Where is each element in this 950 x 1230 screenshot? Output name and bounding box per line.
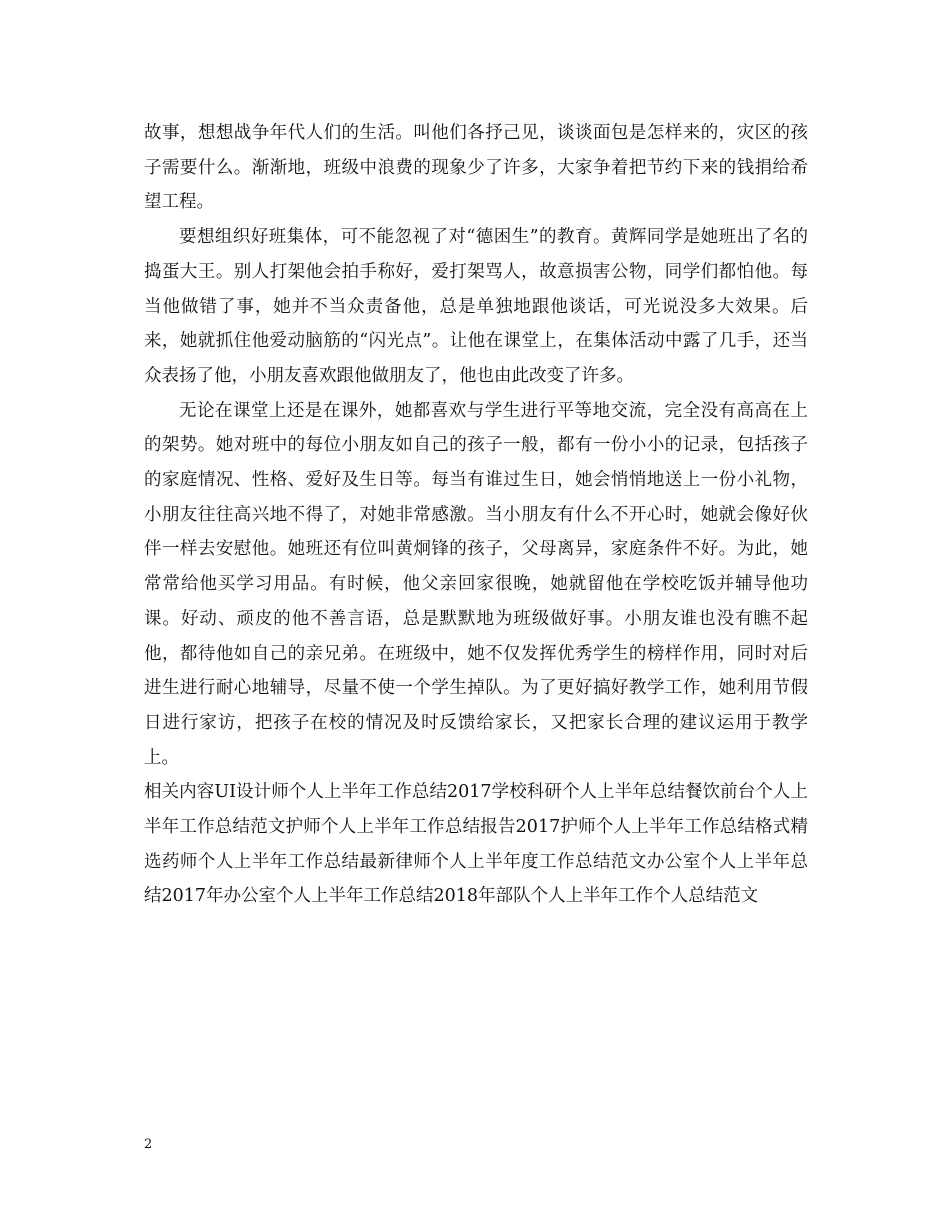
page-number: 2 [144,1137,153,1152]
related-content-links[interactable]: 相关内容UI设计师个人上半年工作总结2017学校科研个人上半年总结餐饮前台个人上半年工作总结范文护师个人上半年工作总结报告2017护师个人上半年工作总结格式精选药师个人上半年工作总结最新律师个人上半年度工作总结范文办公室个人上半年总结2017年办公室个人上半年工作总结2018年部队个人上半年工作个人总结范文 [144,782,808,907]
paragraph-continued: 故事，想想战争年代人们的生活。叫他们各抒己见，谈谈面包是怎样来的，灾区的孩子需要什么。渐渐地，班级中浪费的现象少了许多，大家争着把节约下来的钱捐给希望工程。 [144,123,808,213]
paragraph-equal-communication: 无论在课堂上还是在课外，她都喜欢与学生进行平等地交流，完全没有高高在上的架势。她对班中的每位小朋友如自己的孩子一般，都有一份小小的记录，包括孩子的家庭情况、性格、爱好及生日等。每当有谁过生日，她会悄悄地送上一份小礼物，小朋友往往高兴地不得了，对她非常感激。当小朋友有什么不开心时，她就会像好伙伴一样去安慰他。她班还有位叫黄炯锋的孩子，父母离异，家庭条件不好。为此，她常常给他买学习用品。有时候，他父亲回家很晚，她就留他在学校吃饭并辅导他功课。好动、顽皮的他不善言语，总是默默地为班级做好事。小朋友谁也没有瞧不起他，都待他如自己的亲兄弟。在班级中，她不仅发挥优秀学生的榜样作用，同时对后进生进行耐心地辅导，尽量不使一个学生掉队。为了更好搞好教学工作，她利用节假日进行家访，把孩子在校的情况及时反馈给家长，又把家长合理的建议运用于教学上。 [144,400,808,768]
document-body [144,116,808,914]
paragraph-class-discipline: 要想组织好班集体，可不能忽视了对“德困生”的教育。黄辉同学是她班出了名的捣蛋大王。别人打架他会拍手称好，爱打架骂人，故意损害公物，同学们都怕他。每当他做错了事，她并不当众责备他，总是单独地跟他谈话，可光说没多大效果。后来，她就抓住他爱动脑筋的“闪光点”。让他在课堂上，在集体活动中露了几手，还当众表扬了他，小朋友喜欢跟他做朋友了，他也由此改变了许多。 [144,227,808,386]
